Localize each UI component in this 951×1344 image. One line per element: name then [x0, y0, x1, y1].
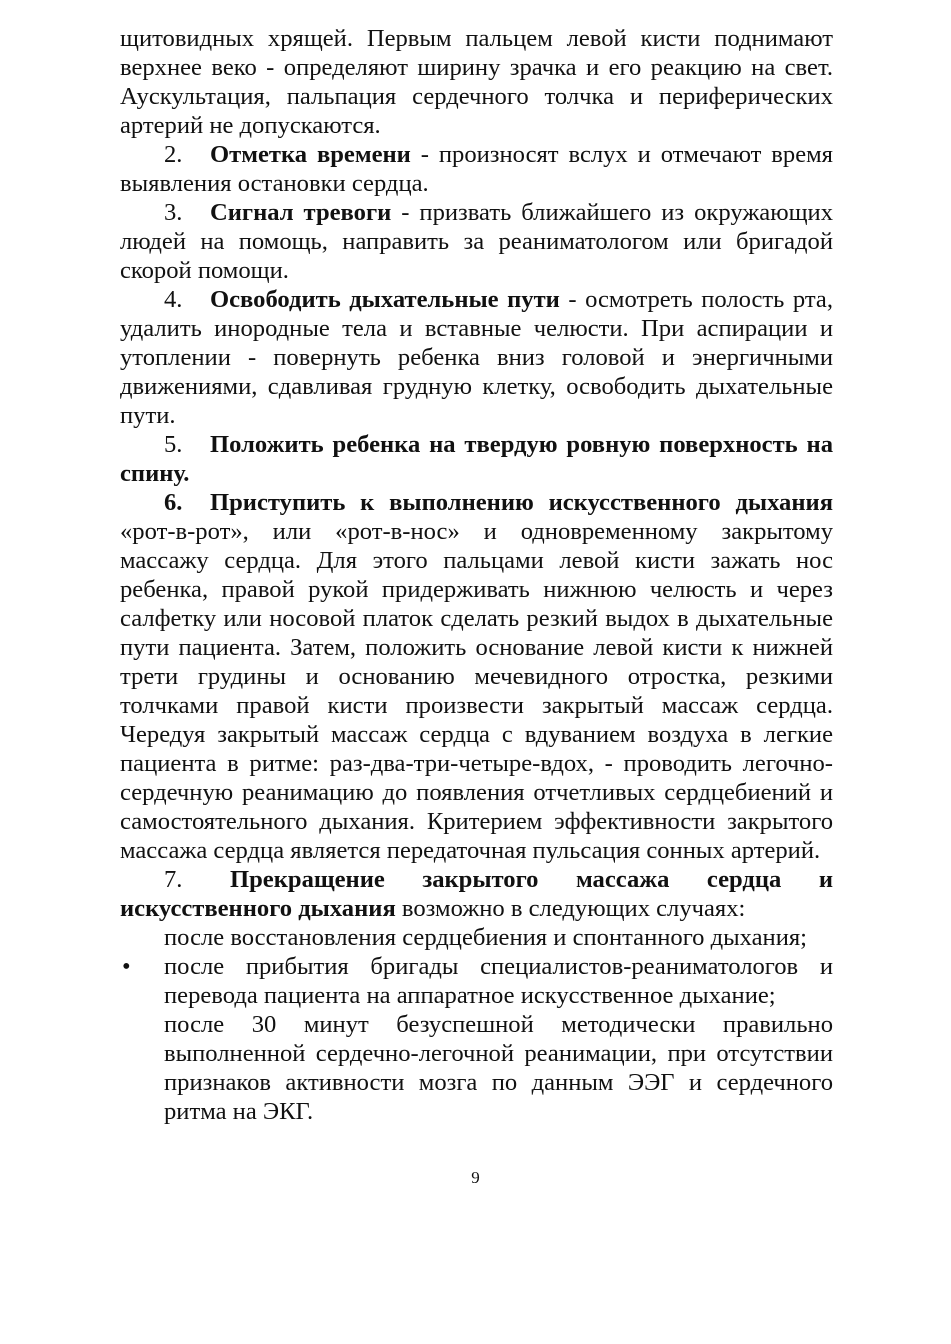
bullet-marker: • [122, 953, 131, 980]
step-4-number: 4. [164, 286, 183, 313]
step-6-number: 6. [164, 489, 183, 516]
list-item [120, 1010, 833, 1126]
step-7-number: 7. [164, 866, 183, 893]
step-7-paragraph [120, 865, 833, 923]
step-2-text: - произносят вслух и отмечают время выявления остановки сердца. [120, 141, 833, 197]
step-3-text: - призвать ближайшего из окружающих людей на помощь, направить за реаниматологом или бригадой скорой помощи. [120, 199, 833, 284]
step-5-paragraph [120, 430, 833, 488]
termination-cases-list [120, 923, 833, 1126]
step-3-number: 3. [164, 199, 183, 226]
step-6-text: «рот-в-рот», или «рот-в-нос» и одновременному закрытому массажу сердца. Для этого пальцами левой кисти зажать нос ребенка, правой рукой придерживать нижнюю челюсть и через салфетку или носовой платок сделать резкий выдох в дыхательные пути пациента. Затем, положить основание левой кисти к нижней трети грудины и основанию мечевидного отростка, резкими толчками правой кисти произвести закрытый массаж сердца. Чередуя закрытый массаж сердца с вдуванием воздуха в легкие пациента в ритме: раз-два-три-четыре-вдох, - проводить легочно-сердечную реанимацию до появления отчетливых сердцебиений и самостоятельного дыхания. Критерием эффективности закрытого массажа сердца является передаточная пульсация сонных артерий. [120, 518, 833, 864]
list-item [120, 923, 833, 952]
step-4-paragraph [120, 285, 833, 430]
step-3-heading: Сигнал тревоги [210, 199, 392, 226]
step-3-paragraph [120, 198, 833, 285]
case-text: после восстановления сердцебиения и спонтанного дыхания; [164, 924, 808, 951]
step-6-paragraph [120, 488, 833, 865]
case-text: после прибытия бригады специалистов-реаниматологов и перевода пациента на аппаратное искусственное дыхание; [164, 953, 833, 1009]
step-5-number: 5. [164, 431, 183, 458]
step-2-number: 2. [164, 141, 183, 168]
step-4-text: - осмотреть полость рта, удалить инородные тела и вставные челюсти. При аспирации и утоплении - повернуть ребенка вниз головой и энергичными движениями, сдавливая грудную клетку, освободить дыхательные пути. [120, 286, 833, 429]
step-7-text: возможно в следующих случаях: [395, 895, 746, 922]
step-6-heading: Приступить к выполнению искусственного дыхания [210, 489, 833, 516]
intro-paragraph [120, 24, 833, 140]
step-7-heading: Прекращение закрытого массажа сердца и искусственного дыхания [120, 866, 833, 922]
intro-text: щитовидных хрящей. Первым пальцем левой кисти поднимают верхнее веко - определяют ширину зрачка и его реакцию на свет. Аускультация, пальпация сердечного толчка и периферических артерий не допускаются. [120, 25, 833, 139]
step-2-heading: Отметка времени [210, 141, 411, 168]
step-2-paragraph [120, 140, 833, 198]
list-item [120, 952, 833, 1010]
document-page [120, 24, 833, 1126]
step-5-heading: Положить ребенка на твердую ровную поверхность на спину. [120, 431, 833, 487]
case-text: после 30 минут безуспешной методически правильно выполненной сердечно-легочной реанимации, при отсутствии признаков активности мозга по данным ЭЭГ и сердечного ритма на ЭКГ. [164, 1011, 833, 1125]
step-4-heading: Освободить дыхательные пути [210, 286, 560, 313]
page-number: 9 [471, 1168, 480, 1187]
